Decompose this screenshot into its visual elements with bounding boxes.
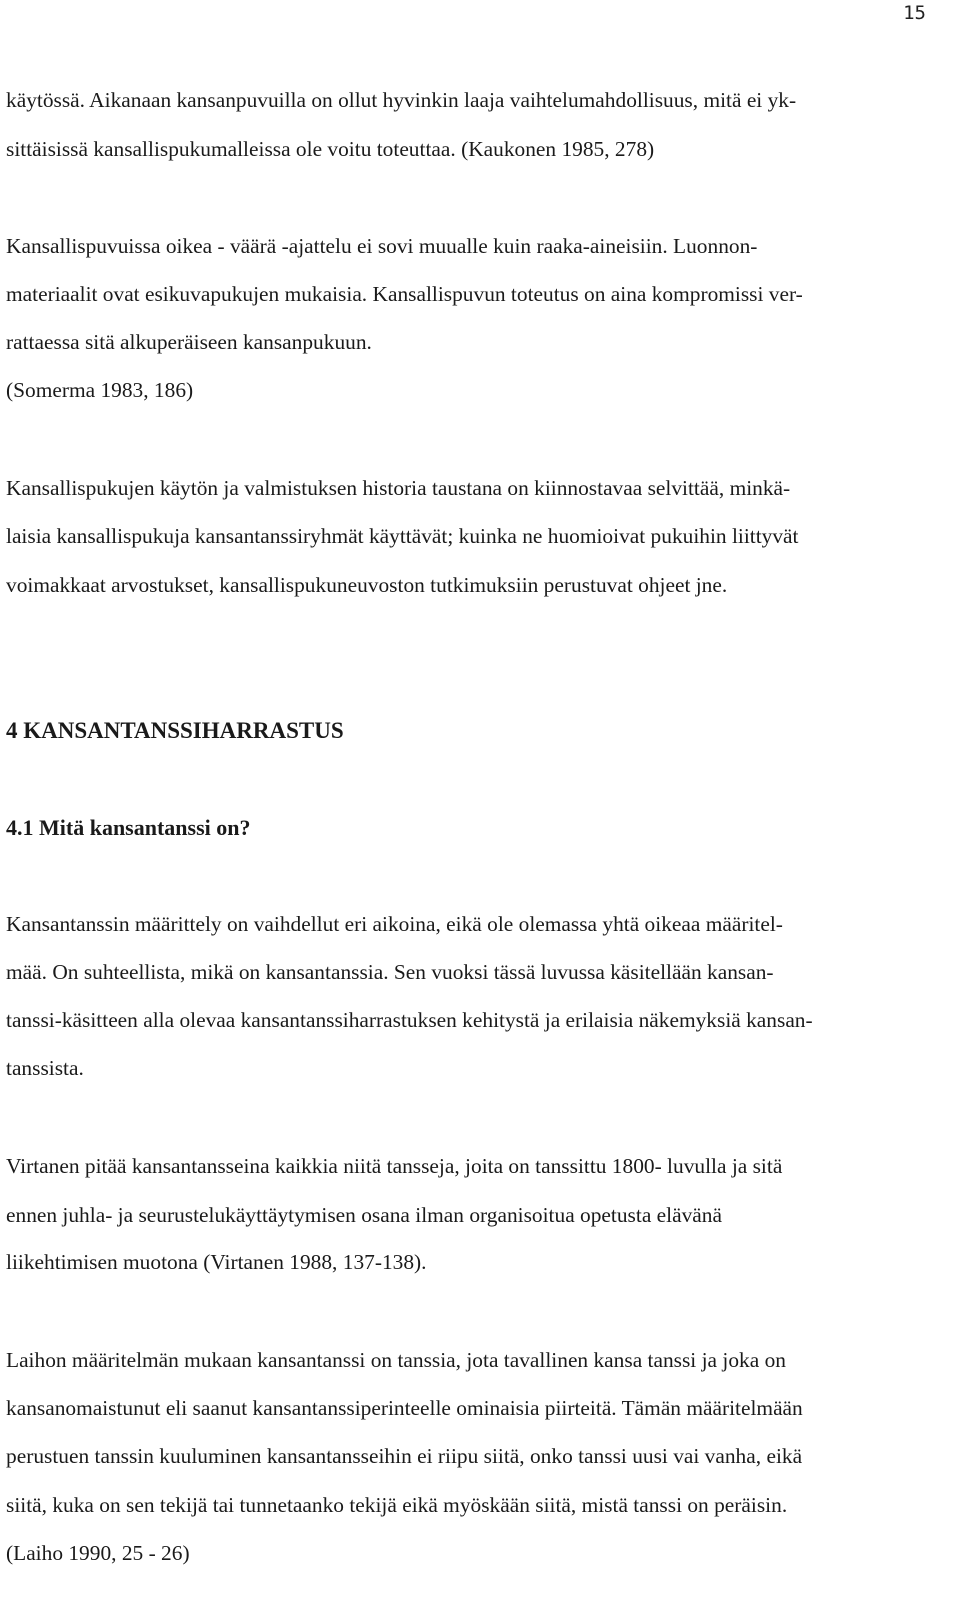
paragraph-3-line-3: voimakkaat arvostukset, kansallispukuneuvoston tutkimuksiin perustuvat ohjeet jne. [6,573,728,597]
paragraph-5-line-1: Virtanen pitää kansantansseina kaikkia niitä tansseja, joita on tanssittu 1800- luvulla ja sitä [6,1154,783,1178]
paragraph-2-line-1: Kansallispuvuissa oikea - väärä -ajattelu ei sovi muualle kuin raaka-aineisiin. Luonnon- [6,234,758,258]
paragraph-4-line-2: mää. On suhteellista, mikä on kansantanssia. Sen vuoksi tässä luvussa käsitellään kansan- [6,960,774,984]
paragraph-6-line-5: (Laiho 1990, 25 - 26) [6,1541,190,1565]
paragraph-2-line-4: (Somerma 1983, 186) [6,378,194,402]
page-number: 15 [903,2,926,24]
paragraph-4-line-4: tanssista. [6,1056,84,1080]
section-heading: 4.1 Mitä kansantanssi on? [6,815,251,840]
paragraph-2-line-3: rattaessa sitä alkuperäiseen kansanpukuun. [6,330,372,354]
paragraph-4-line-1: Kansantanssin määrittely on vaihdellut eri aikoina, eikä ole olemassa yhtä oikeaa määritel- [6,912,783,936]
paragraph-6-line-3: perustuen tanssin kuuluminen kansantansseihin ei riipu siitä, onko tanssi uusi vai vanha, eikä [6,1444,803,1468]
paragraph-5-line-3: liikehtimisen muotona (Virtanen 1988, 137-138). [6,1250,427,1274]
paragraph-6-line-1: Laihon määritelmän mukaan kansantanssi on tanssia, jota tavallinen kansa tanssi ja joka on [6,1348,786,1372]
paragraph-2-line-2: materiaalit ovat esikuvapukujen mukaisia. Kansallispuvun toteutus on aina kompromissi ver- [6,282,803,306]
paragraph-6-line-2: kansanomaistunut eli saanut kansantanssiperinteelle ominaisia piirteitä. Tämän määritelmään [6,1396,803,1420]
paragraph-4-line-3: tanssi-käsitteen alla olevaa kansantanssiharrastuksen kehitystä ja erilaisia näkemyksiä kansan- [6,1008,813,1032]
chapter-heading: 4 KANSANTANSSIHARRASTUS [6,718,344,743]
paragraph-5-line-2: ennen juhla- ja seurustelukäyttäytymisen osana ilman organisoitua opetusta elävänä [6,1203,722,1227]
paragraph-1-line-2: sittäisissä kansallispukumalleissa ole voitu toteuttaa. (Kaukonen 1985, 278) [6,137,655,161]
paragraph-6-line-4: siitä, kuka on sen tekijä tai tunnetaanko tekijä eikä myöskään siitä, mistä tanssi on peräisin. [6,1493,788,1517]
paragraph-1-line-1: käytössä. Aikanaan kansanpuvuilla on ollut hyvinkin laaja vaihtelumahdollisuus, mitä ei yk- [6,88,797,112]
paragraph-3-line-2: laisia kansallispukuja kansantanssiryhmät käyttävät; kuinka ne huomioivat pukuihin liittyvät [6,524,799,548]
paragraph-3-line-1: Kansallispukujen käytön ja valmistuksen historia taustana on kiinnostavaa selvittää, minkä- [6,476,791,500]
